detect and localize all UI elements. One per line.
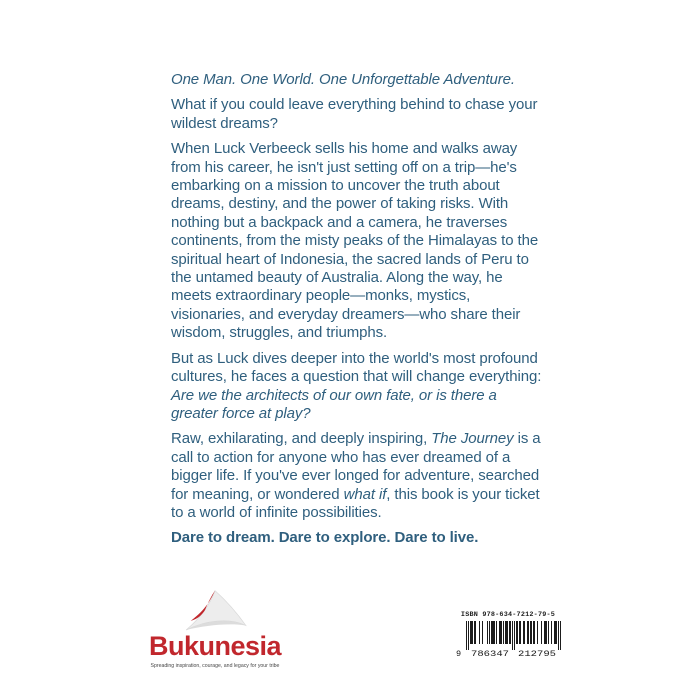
text-segment: is a call to action for anyone who has ever dreamed of a bigger life. If you've ever longed for adventure, searched for meaning, or wondered [171,430,541,503]
barcode-digits: 9 [456,649,462,658]
text-segment: What if you could leave everything behind to chase your wildest dreams? [171,96,538,132]
barcode-block [454,611,562,658]
synopsis-paragraph [171,96,543,133]
isbn-label: ISBN 978-634-7212-79-5 [460,611,556,619]
text-segment: When Luck Verbeeck sells his home and walks away from his career, he isn't just setting off on a trip—he's embarking on a mission to uncover the truth about dreams, destiny, and the power of taking risks. With nothing but a backpack and a camera, he traverses continents, from the misty peaks of the Himalayas to the spiritual heart of Indonesia, the sacred lands of Peru to the untamed beauty of Australia. Along the way, he meets extraordinary people—monks, mystics, visionaries, and everyday dreamers—who share their wisdom, struggles, and triumphs. [171,140,539,342]
back-cover-text-block [171,71,543,548]
synopsis-paragraph [171,430,543,522]
ean13-barcode-icon [455,621,561,658]
sail-icon [182,590,248,632]
barcode-digits: 786347 [471,649,509,658]
publisher-name: Bukunesia [148,631,282,661]
italic-text-segment: Are we the architects of our own fate, or is there a greater force at play? [171,386,497,422]
barcode-digits: 212795 [518,649,556,658]
publisher-logo-block [141,590,289,669]
text-segment: , this book is your ticket to a world of infinite possibilities. [171,485,540,521]
synopsis-paragraph [171,350,543,424]
text-segment: But as Luck dives deeper into the world's most profound cultures, he faces a question that will change everything: [171,349,542,386]
closing-line: Dare to dream. Dare to explore. Dare to live. [171,529,479,547]
italic-text-segment: what if [343,485,387,503]
italic-text-segment: The Journey [431,430,514,448]
synopsis-paragraphs [171,96,543,522]
tagline: One Man. One World. One Unforgettable Adventure. [171,71,515,88]
text-segment: Raw, exhilarating, and deeply inspiring, [171,430,432,448]
publisher-tagline: Spreading inspiration, courage, and legacy for your tribe [150,662,280,669]
synopsis-paragraph [171,140,543,342]
